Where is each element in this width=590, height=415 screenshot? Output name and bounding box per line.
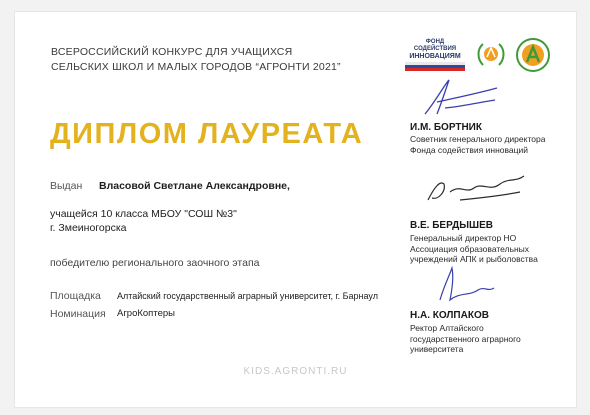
fund-logo xyxy=(405,39,465,73)
venue-label: Площадка xyxy=(50,290,101,302)
signature-berdyshev xyxy=(420,170,530,210)
venue-value: Алтайский государственный аграрный университет, г. Барнаул xyxy=(117,291,378,301)
header-line-1: ВСЕРОССИЙСКИЙ КОНКУРС ДЛЯ УЧАЩИХСЯ xyxy=(51,46,293,58)
signatory-1-name: И.М. БОРТНИК xyxy=(410,122,482,133)
diploma-sheet xyxy=(14,11,577,408)
city-line: г. Змеиногорска xyxy=(50,222,127,234)
signatory-2-name: В.Е. БЕРДЫШЕВ xyxy=(410,220,493,231)
fund-logo-line-1: ФОНД СОДЕЙСТВИЯ xyxy=(413,39,457,52)
signature-bortnik xyxy=(415,72,505,122)
signatory-3-role: Ректор Алтайского государственного аграрного университета xyxy=(410,323,521,354)
university-logo xyxy=(515,37,551,73)
header-line-2: СЕЛЬСКИХ ШКОЛ И МАЛЫХ ГОРОДОВ “АГРОНТИ 2021” xyxy=(51,61,341,73)
fund-logo-line-2: ИННОВАЦИЯМ xyxy=(409,53,461,60)
signatory-1-role: Советник генерального директора Фонда содействия инноваций xyxy=(410,134,546,155)
association-logo xyxy=(473,37,509,73)
wreath-icon xyxy=(473,37,509,73)
nomination-value: АгроКоптеры xyxy=(117,308,175,319)
website-footer: KIDS.AGRONTI.RU xyxy=(243,366,348,377)
nomination-label: Номинация xyxy=(50,308,106,320)
recipient-name: Власовой Светлане Александровне, xyxy=(99,180,290,192)
award-text: победителю регионального заочного этапа xyxy=(50,257,260,269)
signatory-3-name: Н.А. КОЛПАКОВ xyxy=(410,310,489,321)
signature-kolpakov xyxy=(430,262,500,307)
flag-stripe-red xyxy=(405,68,465,71)
university-emblem-icon xyxy=(515,37,551,73)
issued-label: Выдан xyxy=(50,180,83,192)
school-line: учащейся 10 класса МБОУ "СОШ №3" xyxy=(50,208,237,220)
diploma-title: ДИПЛОМ ЛАУРЕАТА xyxy=(50,118,364,150)
signatory-2-role: Генеральный директор НО Ассоциация образовательных учреждений АПК и рыболовства xyxy=(410,233,538,264)
contest-header xyxy=(51,45,371,75)
